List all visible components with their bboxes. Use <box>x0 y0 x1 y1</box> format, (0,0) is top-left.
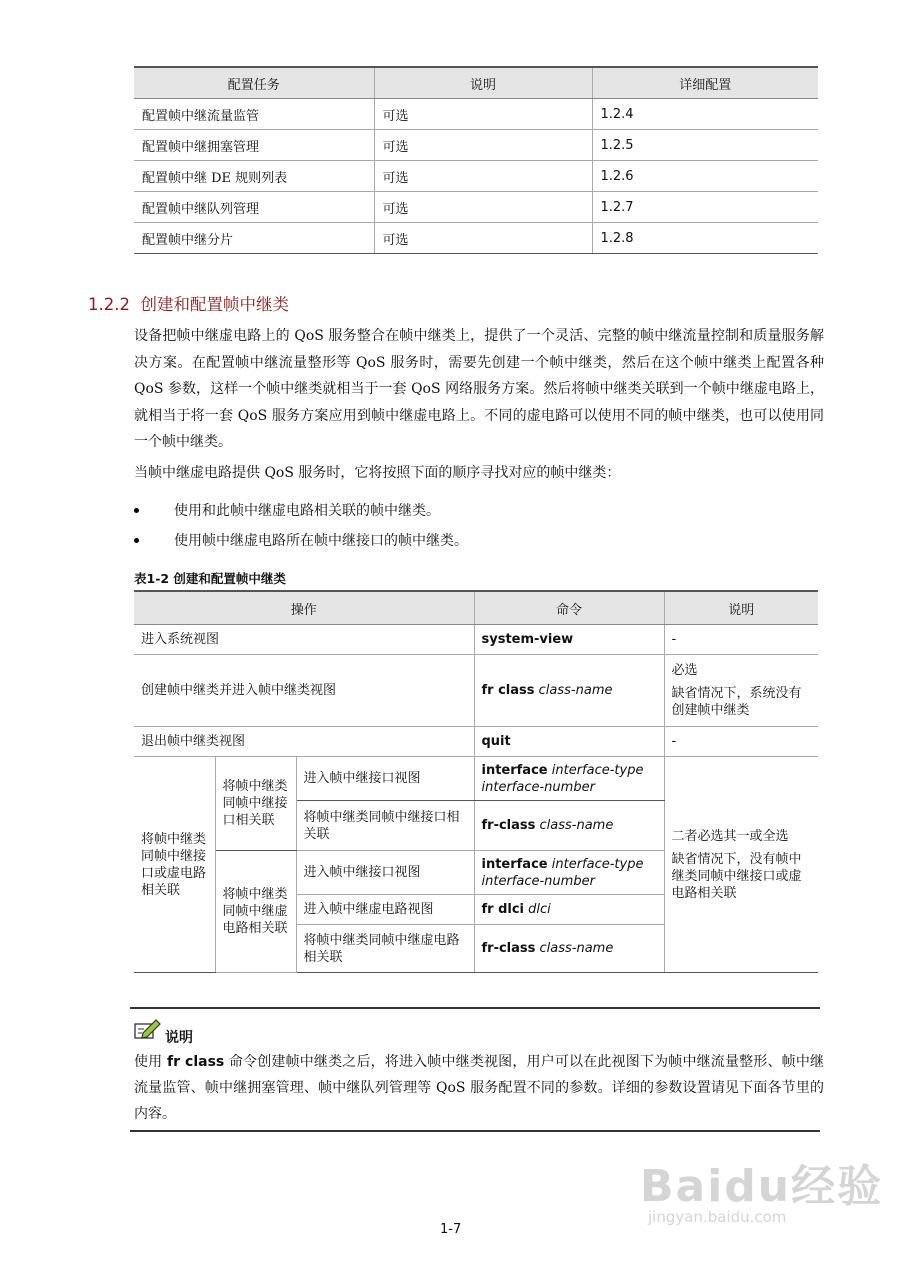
table-row: 配置帧中继 DE 规则列表 可选 1.2.6 <box>134 161 818 192</box>
col-header-desc: 说明 <box>664 591 818 625</box>
order-paragraph: 当帧中继虚电路提供 QoS 服务时，它将按照下面的顺序寻找对应的帧中继类： <box>134 465 621 481</box>
config-task-table <box>134 66 818 254</box>
note-command: fr class <box>166 1054 225 1070</box>
table-row: 将帧中继类同帧中继虚电路相关联 fr-class class-name <box>134 925 818 973</box>
group-desc-cell: 二者必选其一或全选 缺省情况下，没有帧中继类同帧中继接口或虚电路相关联 <box>664 757 818 973</box>
pencil-note-icon <box>134 1017 162 1041</box>
section-heading <box>88 291 289 315</box>
table-row: 进入帧中继虚电路视图 fr dlci dlci <box>134 895 818 925</box>
watermark-url: jingyan.baidu.com <box>648 1208 787 1226</box>
bullet-icon <box>134 538 139 543</box>
table-row: 进入系统视图 system-view - <box>134 625 818 655</box>
table-row: 创建帧中继类并进入帧中继类视图 fr class class-name 必选 缺省情况下，系统没有创建帧中继类 <box>134 655 818 727</box>
col-header-desc: 说明 <box>374 67 592 99</box>
intro-paragraph: 设备把帧中继虚电路上的 QoS 服务整合在帧中继类上，提供了一个灵活、完整的帧中继流量控制和质量服务解决方案。在配置帧中继流量整形等 QoS 服务时，需要先创建一个帧中继类，然后在这个帧中继类上配置各种 QoS 参数，这样一个帧中继类就相当于一套 QoS 网络服务方案。然后将帧中继类关联到一个帧中继虚电路上，就相当于将一套 QoS 服务方案应用到帧中继虚电路上。不同的虚电路可以使用不同的帧中继类，也可以使用同一个帧中继类。 <box>134 328 824 450</box>
note-title: 说明 <box>165 1030 193 1046</box>
table-row: 退出帧中继类视图 quit - <box>134 727 818 757</box>
list-item: 使用和此帧中继虚电路相关联的帧中继类。 <box>134 500 440 520</box>
section-number: 1.2.2 <box>88 295 130 314</box>
watermark <box>640 1150 884 1226</box>
subgroup-dlci: 将帧中继类同帧中继虚电路相关联 <box>215 851 296 973</box>
note-bottom-rule <box>130 1130 820 1132</box>
note-text: 使用 fr class 命令创建帧中继类之后，将进入帧中继类视图，用户可以在此视图下为帧中继流量整形、帧中继流量监管、帧中继拥塞管理、帧中继队列管理等 QoS 服务配置不同的参数。详细的参数设置请见下面各节里的内容。 <box>134 1054 825 1122</box>
col-header-task: 配置任务 <box>134 67 374 99</box>
note-top-rule <box>130 1007 820 1009</box>
table-row: 将帧中继类同帧中继接口或虚电路相关联 将帧中继类同帧中继接口相关联 进入帧中继接口视图 interface interface-type interface-number 二者必选其一或全选 缺省情况下，没有帧中继类同帧中继接口或虚电路相关联 <box>134 757 818 801</box>
table-caption: 表1-2 创建和配置帧中继类 <box>134 571 286 586</box>
watermark-brand: Baidu经验 <box>640 1161 884 1212</box>
table-row: 配置帧中继流量监管 可选 1.2.4 <box>134 99 818 130</box>
section-title: 创建和配置帧中继类 <box>140 295 289 314</box>
col-header-cmd: 命令 <box>474 591 664 625</box>
table-row: 将帧中继类同帧中继虚电路相关联 进入帧中继接口视图 interface interface-type interface-number <box>134 851 818 895</box>
table-row: 将帧中继类同帧中继接口相关联 fr-class class-name <box>134 801 818 851</box>
table-row: 配置帧中继队列管理 可选 1.2.7 <box>134 192 818 223</box>
subgroup-interface: 将帧中继类同帧中继接口相关联 <box>215 757 296 851</box>
page-number: 1-7 <box>440 1222 462 1237</box>
table-row: 配置帧中继分片 可选 1.2.8 <box>134 223 818 254</box>
table-row: 配置帧中继拥塞管理 可选 1.2.5 <box>134 130 818 161</box>
bullet-icon <box>134 508 139 513</box>
list-item: 使用帧中继虚电路所在帧中继接口的帧中继类。 <box>134 530 468 550</box>
group-cell: 将帧中继类同帧中继接口或虚电路相关联 <box>134 757 215 973</box>
create-frclass-table <box>134 590 818 973</box>
col-header-op: 操作 <box>134 591 474 625</box>
col-header-detail: 详细配置 <box>592 67 818 99</box>
